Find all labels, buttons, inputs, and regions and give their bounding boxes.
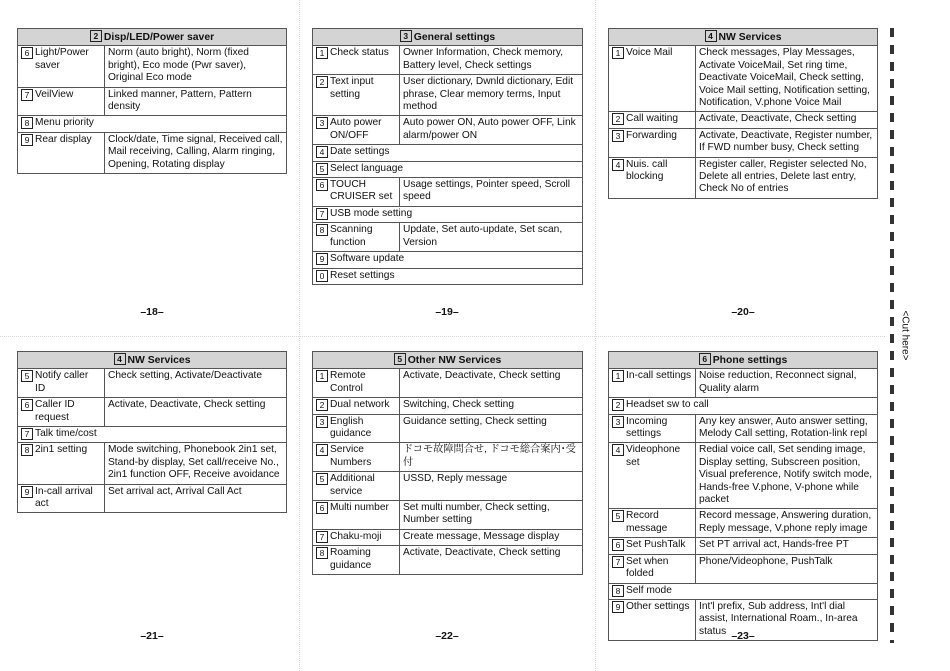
menu-number-badge: 9 [316,253,328,265]
menu-table-panel [312,351,583,575]
table-row [18,443,287,484]
table-row [313,268,583,284]
menu-item-name: Set when folded [626,555,669,580]
menu-item-description: Switching, Check setting [400,398,583,414]
table-title-text: Disp/LED/Power saver [103,32,215,43]
menu-item-name: Additional service [330,473,375,497]
menu-number-badge: 6 [699,353,711,365]
menu-item-description: Any key answer, Auto answer setting, Melody Call setting, Rotation-link repl [696,414,878,443]
menu-table [17,351,287,513]
menu-number-badge: 6 [21,399,33,411]
menu-item-name: Remote Control [330,370,366,394]
menu-number-badge: 1 [316,47,328,59]
menu-item-description: Mode switching, Phonebook 2in1 set, Stand-by display, Set call/receive No., 2in1 function OFF, Receive avoidance [105,443,287,484]
page-number: –18– [140,306,164,318]
table-row [18,427,287,443]
table-title-text: NW Services [127,355,191,366]
table-row [313,161,583,177]
menu-item-description: User dictionary, Dwnld dictionary, Edit phrase, Clear memory terms, Input method [400,75,583,116]
table-row [18,398,287,427]
cut-line [890,28,894,643]
menu-number-badge: 7 [316,531,328,543]
menu-number-badge: 6 [21,47,33,59]
table-title-text: Phone settings [712,355,788,366]
menu-item-description: Phone/Videophone, PushTalk [696,554,878,583]
menu-number-badge: 9 [612,601,624,613]
menu-item-name: Reset settings [330,269,395,281]
menu-item-description: Set arrival act, Arrival Call Act [105,484,287,513]
menu-table [608,351,878,641]
menu-number-badge: 5 [316,473,328,485]
table-row [313,369,583,398]
table-row [313,443,583,472]
menu-table-panel [17,351,287,513]
menu-item-name: Software update [330,253,405,265]
menu-number-badge: 3 [400,30,412,42]
menu-number-badge: 7 [612,556,624,568]
menu-item-name: Caller ID request [35,399,75,423]
menu-number-badge: 1 [612,370,624,382]
table-row [313,145,583,161]
menu-item-name: Headset sw to call [626,399,709,411]
menu-table [312,28,583,285]
menu-number-badge: 8 [316,547,328,559]
menu-number-badge: 1 [612,47,624,59]
table-title-text: NW Services [718,32,782,43]
table-row [313,252,583,268]
table-row [609,443,878,509]
menu-table-panel [17,28,287,174]
menu-item-name: Self mode [626,584,672,596]
menu-number-badge: 5 [21,370,33,382]
menu-item-description: ドコモ故障問合せ, ドコモ総合案内･受付 [400,443,583,472]
menu-number-badge: 2 [612,399,624,411]
table-row [609,509,878,538]
menu-number-badge: 4 [114,353,126,365]
table-row [313,501,583,530]
menu-item-name: Record message [626,510,668,534]
menu-number-badge: 9 [21,486,33,498]
menu-item-name: In-call settings [626,370,692,382]
menu-number-badge: 5 [612,510,624,522]
menu-item-name: Dual network [330,399,390,411]
menu-item-name: Other settings [626,600,690,612]
menu-item-description: Owner Information, Check memory, Battery level, Check settings [400,46,583,75]
menu-item-description: Noise reduction, Reconnect signal, Quality alarm [696,369,878,398]
menu-item-name: VeilView [35,88,74,100]
menu-number-badge: 6 [316,179,328,191]
menu-table-panel [608,28,878,199]
menu-number-badge: 8 [21,117,33,129]
menu-item-description: Set multi number, Check setting, Number setting [400,501,583,530]
table-row [313,223,583,252]
table-row [18,484,287,513]
menu-number-badge: 5 [394,353,406,365]
menu-number-badge: 8 [316,224,328,236]
menu-table [312,351,583,575]
page-number: –21– [140,630,164,642]
table-row [313,398,583,414]
menu-item-name: Menu priority [35,117,94,129]
menu-number-badge: 4 [316,146,328,158]
menu-item-name: Roaming guidance [330,547,372,571]
table-title [18,29,287,46]
menu-number-badge: 5 [316,163,328,175]
menu-item-description: Activate, Deactivate, Register number, If FWD number busy, Check setting [696,128,878,157]
menu-item-description: Usage settings, Pointer speed, Scroll speed [400,178,583,207]
menu-number-badge: 2 [316,399,328,411]
table-row [313,75,583,116]
menu-item-name: Service Numbers [330,444,372,468]
menu-item-description: Set PT arrival act, Hands-free PT [696,538,878,554]
menu-item-name: Text input setting [330,76,374,100]
menu-number-badge: 7 [21,89,33,101]
menu-item-description: Activate, Deactivate, Check setting [696,112,878,128]
menu-item-name: Select language [330,162,404,174]
menu-item-description: Activate, Deactivate, Check setting [105,398,287,427]
menu-item-description: Activate, Deactivate, Check setting [400,369,583,398]
menu-number-badge: 3 [316,117,328,129]
menu-item-name: In-call arrival act [35,485,93,510]
menu-number-badge: 4 [316,444,328,456]
menu-item-description: Clock/date, Time signal, Received call, Mail receiving, Calling, Alarm ringing, Opening, Rotating display [105,132,287,173]
table-row [609,398,878,414]
table-row [313,46,583,75]
menu-item-name: Videophone set [626,444,681,468]
menu-item-description: Auto power ON, Auto power OFF, Link alarm/power ON [400,116,583,145]
table-title [609,29,878,46]
menu-item-description: Check messages, Play Messages, Activate VoiceMail, Set ring time, Deactivate VoiceMail, Check setting, Voice Mail setting, Notification setting, Notification, V.phone Voice Mail [696,46,878,112]
menu-item-name: Forwarding [626,129,677,141]
menu-item-description: Update, Set auto-update, Set scan, Version [400,223,583,252]
menu-number-badge: 3 [612,130,624,142]
cut-label: <Cut here> [899,310,911,361]
page-number: –19– [435,306,459,318]
menu-item-name: Incoming settings [626,415,668,440]
menu-item-name: Set PushTalk [626,539,686,551]
menu-item-name: 2in1 setting [35,444,88,456]
menu-number-badge: 4 [612,444,624,456]
menu-number-badge: 1 [316,370,328,382]
table-row [313,178,583,207]
menu-item-name: English guidance [330,415,372,440]
table-row [313,529,583,545]
table-row [18,369,287,398]
menu-number-badge: 9 [21,134,33,146]
menu-item-name: Notify caller ID [35,370,89,394]
menu-number-badge: 3 [612,416,624,428]
menu-item-description: Linked manner, Pattern, Pattern density [105,87,287,116]
table-row [609,112,878,128]
menu-item-name: TOUCH CRUISER set [330,179,393,203]
table-title [313,352,583,369]
table-row [609,128,878,157]
menu-item-name: USB mode setting [330,207,413,219]
menu-item-name: Check status [330,47,389,59]
table-title [313,29,583,46]
table-title-text: Other NW Services [407,355,502,366]
menu-item-name: Voice Mail [626,47,673,59]
table-row [313,414,583,443]
menu-item-description: Int'l prefix, Sub address, Int'l dial assist, International Roam., In-area status [696,599,878,640]
menu-item-description: Norm (auto bright), Norm (fixed bright), Eco mode (Pwr saver), Original Eco mode [105,46,287,87]
menu-item-name: Chaku-moji [330,530,382,542]
table-row [609,538,878,554]
table-row [609,369,878,398]
table-title [18,352,287,369]
menu-item-description: Check setting, Activate/Deactivate [105,369,287,398]
table-row [609,46,878,112]
table-row [18,87,287,116]
menu-item-description: USSD, Reply message [400,472,583,501]
table-row [18,132,287,173]
menu-item-name: Auto power ON/OFF [330,117,382,141]
table-row [18,46,287,87]
table-row [313,206,583,222]
page-number: –20– [731,306,755,318]
menu-table [17,28,287,174]
table-title [609,352,878,369]
table-row [609,583,878,599]
menu-item-name: Call waiting [626,113,679,125]
table-row [609,554,878,583]
table-row [313,546,583,575]
menu-item-description: Activate, Deactivate, Check setting [400,546,583,575]
menu-number-badge: 3 [316,416,328,428]
menu-item-name: Multi number [330,502,389,514]
menu-number-badge: 7 [316,208,328,220]
menu-number-badge: 6 [316,502,328,514]
menu-item-description: Register caller, Register selected No, Delete all entries, Delete last entry, Check No of entries [696,157,878,198]
menu-number-badge: 7 [21,428,33,440]
menu-number-badge: 6 [612,539,624,551]
page-number: –22– [435,630,459,642]
menu-number-badge: 8 [21,444,33,456]
table-row [18,116,287,132]
table-title-text: General settings [413,32,496,43]
menu-item-name: Date settings [330,146,390,158]
menu-number-badge: 2 [90,30,102,42]
menu-number-badge: 0 [316,270,328,282]
menu-item-name: Rear display [35,133,92,145]
menu-item-name: Scanning function [330,224,373,248]
page-number: –23– [731,630,755,642]
menu-item-name: Nuis. call blocking [626,158,668,183]
table-row [313,116,583,145]
menu-number-badge: 8 [612,585,624,597]
menu-item-name: Talk time/cost [35,428,97,440]
menu-table [608,28,878,199]
menu-table-panel [608,351,878,641]
menu-item-description: Record message, Answering duration, Reply message, V.phone reply image [696,509,878,538]
menu-number-badge: 4 [705,30,717,42]
menu-item-name: Light/Power saver [35,47,89,71]
menu-item-description: Create message, Message display [400,529,583,545]
menu-number-badge: 2 [612,113,624,125]
table-row [609,157,878,198]
menu-table-panel [312,28,583,285]
table-row [609,414,878,443]
menu-number-badge: 4 [612,159,624,171]
menu-item-description: Redial voice call, Set sending image, Display setting, Subscreen position, Visual preference, Notify switch mode, Hands-free V.phone, V-phone while packet [696,443,878,509]
menu-number-badge: 2 [316,76,328,88]
table-row [313,472,583,501]
menu-item-description: Guidance setting, Check setting [400,414,583,443]
